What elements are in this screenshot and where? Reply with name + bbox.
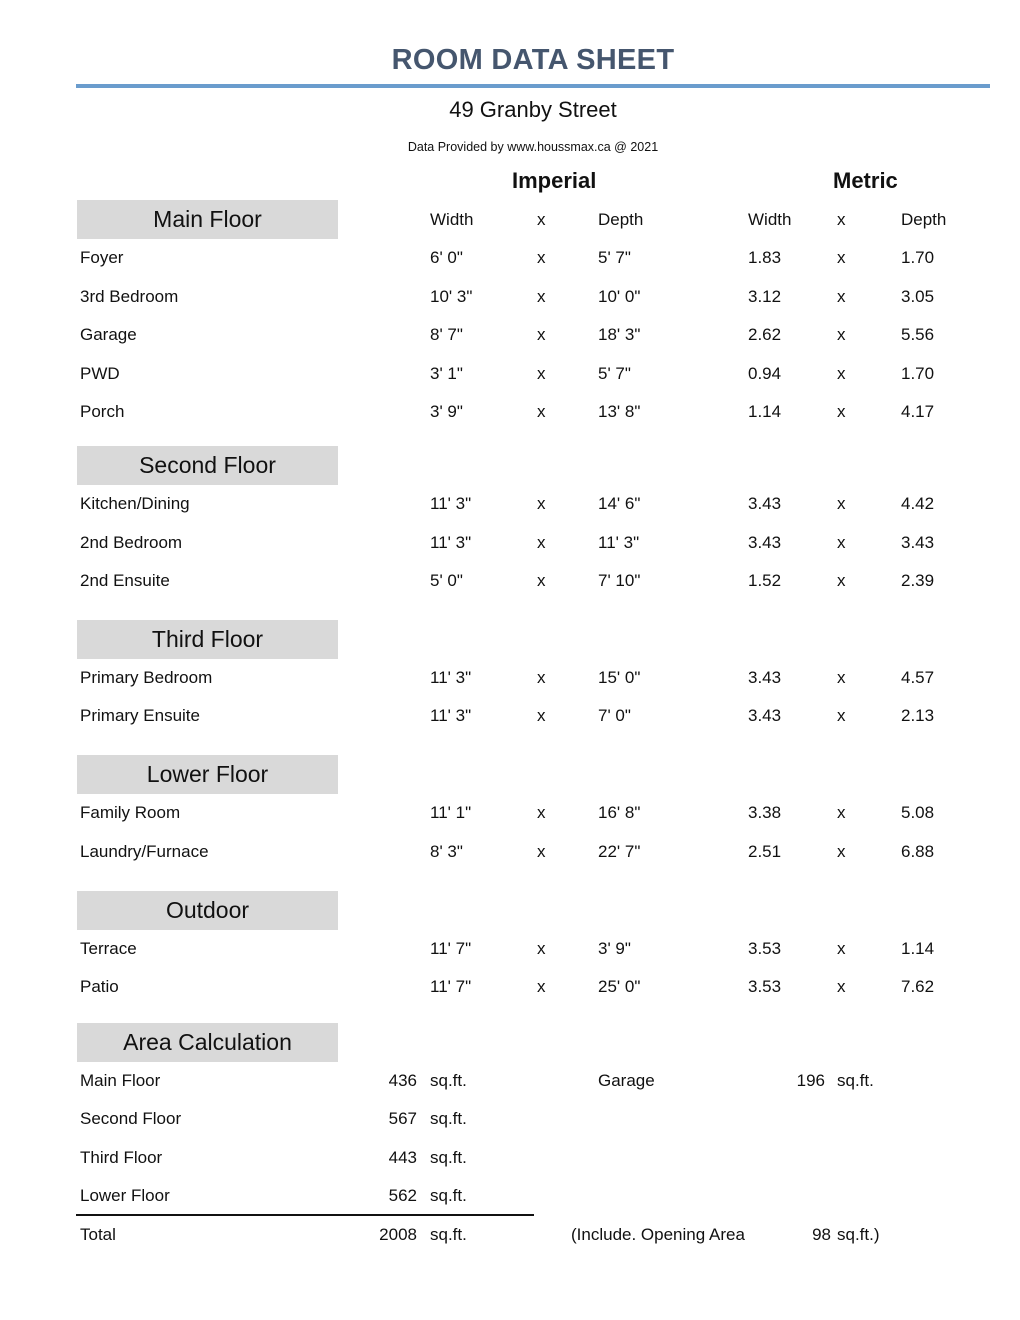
imperial-depth: 13' 8" [598,402,641,421]
metric-width: 3.53 [748,977,782,996]
metric-depth: 5.08 [901,803,935,822]
metric-width-header: Width [748,210,792,229]
imperial-width: 11' 3" [430,494,472,513]
imperial-depth: 18' 3" [598,325,641,344]
section-outdoor: Outdoor [77,891,338,930]
metric-depth: 5.56 [901,325,935,344]
room-row [0,400,1020,424]
room-row [0,975,1020,999]
room-row [0,569,1020,593]
imperial-heading: Imperial [512,168,597,193]
imperial-width: 3' 9" [430,402,463,421]
imperial-width: 11' 1" [430,803,472,822]
room-row [0,492,1020,516]
times-sign: x [837,494,846,513]
times-sign: x [537,939,546,958]
times-sign: x [537,842,546,861]
room-name: Foyer [80,248,124,267]
page-title: ROOM DATA SHEET [391,44,675,76]
times-sign: x [537,287,546,306]
room-name: Laundry/Furnace [80,842,209,861]
area-label: Lower Floor [80,1186,170,1205]
room-row [0,666,1020,690]
area-value: 443 [388,1148,417,1167]
area-unit: sq.ft. [430,1148,467,1167]
area-label: Second Floor [80,1109,182,1128]
imperial-depth: 14' 6" [598,494,641,513]
area-unit: sq.ft. [430,1109,467,1128]
times-sign: x [537,668,546,687]
times-sign: x [837,364,846,383]
total-row [0,1223,1020,1247]
imperial-depth: 10' 0" [598,287,641,306]
metric-width: 1.83 [748,248,782,267]
metric-depth: 2.39 [901,571,935,590]
imperial-depth: 25' 0" [598,977,641,996]
metric-width: 1.14 [748,402,782,421]
imperial-width: 11' 3" [430,668,472,687]
area-unit: sq.ft. [430,1186,467,1205]
room-row [0,323,1020,347]
area-unit: sq.ft. [430,1071,467,1090]
metric-depth: 2.13 [901,706,935,725]
metric-depth: 1.70 [901,364,935,383]
times-sign: x [837,842,846,861]
metric-width: 3.43 [748,668,782,687]
room-row [0,704,1020,728]
total-label: Total [80,1225,116,1244]
imperial-depth: 16' 8" [598,803,641,822]
room-name: Patio [80,977,119,996]
garage-area-label: Garage [598,1071,655,1090]
imperial-depth: 11' 3" [598,533,640,552]
area-row [0,1069,1020,1093]
metric-depth: 7.62 [901,977,935,996]
imperial-depth: 7' 0" [598,706,631,725]
garage-area-unit: sq.ft. [837,1071,874,1090]
times-sign: x [537,803,546,822]
metric-heading: Metric [833,168,898,193]
times-sign: x [837,939,846,958]
imperial-depth: 5' 7" [598,364,631,383]
column-header-row [0,208,1020,232]
opening-area-unit: sq.ft.) [837,1225,880,1244]
room-name: 2nd Bedroom [80,533,183,552]
times-sign: x [537,248,546,267]
metric-depth: 4.57 [901,668,935,687]
room-name: 2nd Ensuite [80,571,170,590]
data-credit: Data Provided by www.houssmax.ca @ 2021 [407,140,659,154]
imperial-depth-header: Depth [598,210,644,229]
metric-width: 3.43 [748,494,782,513]
times-sign: x [837,706,846,725]
area-label: Main Floor [80,1071,161,1090]
times-sign: x [837,571,846,590]
times-sign: x [537,571,546,590]
metric-depth: 6.88 [901,842,935,861]
imperial-width: 8' 7" [430,325,463,344]
imperial-width-header: Width [430,210,474,229]
section-second-floor: Second Floor [77,446,338,485]
room-name: Family Room [80,803,181,822]
times-sign: x [837,803,846,822]
times-sign: x [537,402,546,421]
metric-width: 3.12 [748,287,782,306]
imperial-width: 10' 3" [430,287,473,306]
imperial-width: 11' 7" [430,977,472,996]
section-lower-floor: Lower Floor [77,755,338,794]
room-name: Garage [80,325,137,344]
room-name: PWD [80,364,120,383]
garage-area-value: 196 [796,1071,825,1090]
metric-width: 3.38 [748,803,782,822]
imperial-width: 11' 3" [430,706,472,725]
imperial-width: 11' 3" [430,533,472,552]
opening-area-value: 98 [812,1225,831,1244]
metric-depth: 4.42 [901,494,935,513]
section-third-floor: Third Floor [77,620,338,659]
times-sign: x [537,706,546,725]
metric-width: 0.94 [748,364,782,383]
property-address: 49 Granby Street [449,97,617,122]
times-sign: x [537,533,546,552]
times-sign: x [537,364,546,383]
room-name: 3rd Bedroom [80,287,179,306]
times-sign: x [837,533,846,552]
area-value: 567 [388,1109,417,1128]
room-name: Porch [80,402,125,421]
title-divider [76,84,990,88]
metric-width: 3.53 [748,939,782,958]
area-label: Third Floor [80,1148,163,1167]
metric-depth: 1.70 [901,248,935,267]
total-value: 2008 [379,1225,417,1244]
imperial-width: 8' 3" [430,842,463,861]
metric-depth: 3.43 [901,533,935,552]
metric-width: 3.43 [748,533,782,552]
section-main-floor: Main Floor [77,200,338,239]
area-row [0,1107,1020,1131]
metric-x-header: x [837,210,846,229]
times-sign: x [837,325,846,344]
area-value: 436 [388,1071,417,1090]
metric-depth-header: Depth [901,210,947,229]
imperial-depth: 7' 10" [598,571,641,590]
times-sign: x [837,977,846,996]
metric-width: 1.52 [748,571,782,590]
imperial-x-header: x [537,210,546,229]
times-sign: x [837,287,846,306]
imperial-depth: 15' 0" [598,668,641,687]
total-unit: sq.ft. [430,1225,467,1244]
area-value: 562 [388,1186,417,1205]
times-sign: x [537,977,546,996]
room-name: Kitchen/Dining [80,494,190,513]
room-row [0,285,1020,309]
room-row [0,362,1020,386]
imperial-width: 5' 0" [430,571,463,590]
room-name: Primary Bedroom [80,668,213,687]
imperial-width: 11' 7" [430,939,472,958]
times-sign: x [837,668,846,687]
times-sign: x [837,402,846,421]
imperial-depth: 5' 7" [598,248,631,267]
metric-width: 2.51 [748,842,782,861]
room-row [0,801,1020,825]
times-sign: x [837,248,846,267]
room-row [0,531,1020,555]
section-area-calculation: Area Calculation [77,1023,338,1062]
metric-width: 3.43 [748,706,782,725]
imperial-depth: 22' 7" [598,842,641,861]
room-name: Terrace [80,939,137,958]
room-name: Primary Ensuite [80,706,200,725]
metric-width: 2.62 [748,325,782,344]
imperial-depth: 3' 9" [598,939,631,958]
imperial-width: 3' 1" [430,364,463,383]
imperial-width: 6' 0" [430,248,463,267]
area-row [0,1184,1020,1208]
total-divider [76,1214,534,1216]
metric-depth: 1.14 [901,939,935,958]
metric-depth: 4.17 [901,402,935,421]
times-sign: x [537,325,546,344]
times-sign: x [537,494,546,513]
opening-area-note: (Include. Opening Area [571,1225,745,1244]
room-row [0,937,1020,961]
metric-depth: 3.05 [901,287,935,306]
room-row [0,840,1020,864]
room-row [0,246,1020,270]
area-row [0,1146,1020,1170]
